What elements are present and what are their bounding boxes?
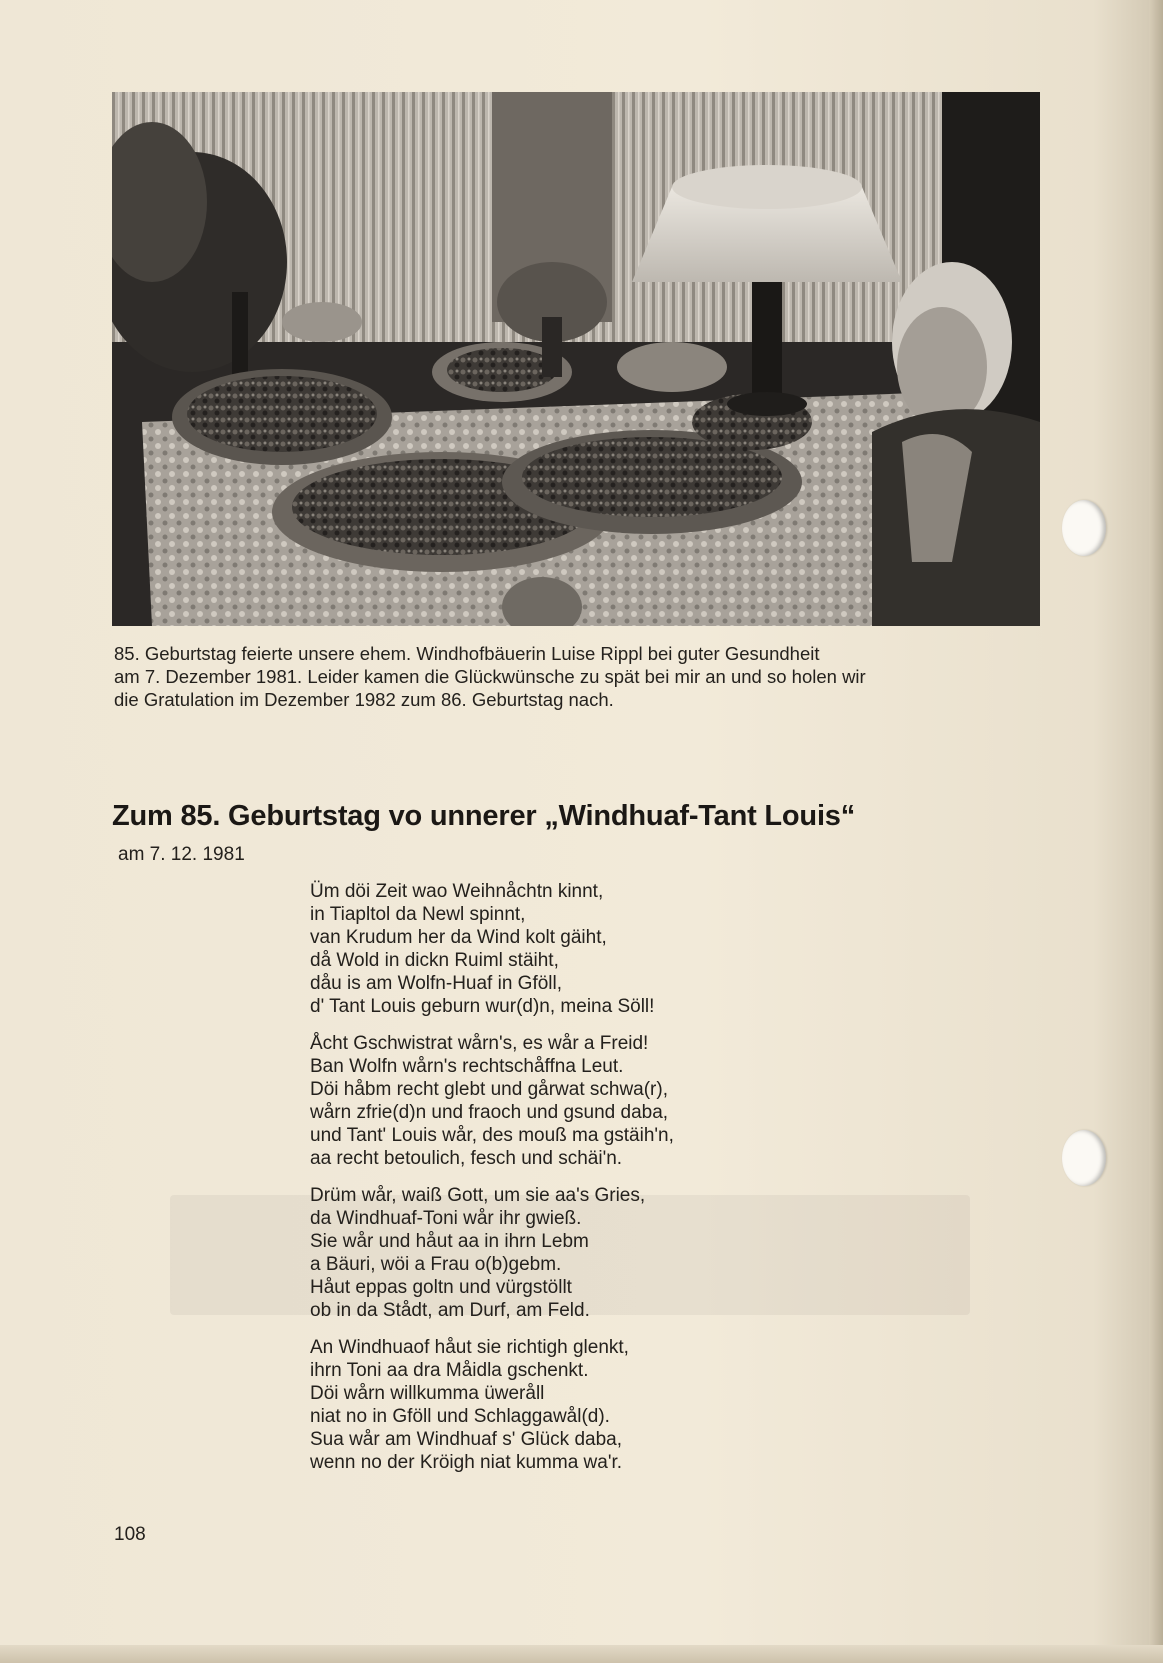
poem-stanza: [310, 880, 910, 1018]
poem-line: d' Tant Louis geburn wur(d)n, meina Söll!: [310, 996, 655, 1017]
poem-line: Döi wårn willkumma üweråll: [310, 1383, 545, 1404]
poem-line: Sie wår und håut aa in ihrn Lebm: [310, 1231, 589, 1252]
poem-line: aa recht betoulich, fesch und schäi'n.: [310, 1148, 623, 1169]
poem-date: am 7. 12. 1981: [118, 844, 245, 865]
poem-line: An Windhuaof håut sie richtigh glenkt,: [310, 1337, 629, 1358]
poem-line: Döi håbm recht glebt und gårwat schwa(r),: [310, 1079, 668, 1100]
poem-title: Zum 85. Geburtstag vo unnerer „Windhuaf-Tant Louis“: [112, 800, 856, 832]
poem-stanza: [310, 1184, 910, 1322]
poem: [310, 880, 910, 1488]
poem-line: då Wold in dickn Ruiml stäiht,: [310, 950, 559, 971]
caption-line: am 7. Dezember 1981. Leider kamen die Glückwünsche zu spät bei mir an und so holen wir: [114, 666, 866, 687]
poem-line: ihrn Toni aa dra Måidla gschenkt.: [310, 1360, 589, 1381]
page-number: 108: [114, 1524, 146, 1545]
poem-line: ob in da Stådt, am Durf, am Feld.: [310, 1300, 590, 1321]
poem-line: Håut eppas goltn und vürgstöllt: [310, 1277, 572, 1298]
page-bottom-edge: [0, 1645, 1163, 1663]
birthday-photo: [112, 92, 1040, 626]
poem-line: in Tiapltol da Newl spinnt,: [310, 904, 526, 925]
poem-line: van Krudum her da Wind kolt gäiht,: [310, 927, 607, 948]
poem-stanza: [310, 1032, 910, 1170]
birthday-photo-image: [112, 92, 1040, 626]
poem-line: Ban Wolfn wårn's rechtschåffna Leut.: [310, 1056, 624, 1077]
punch-hole-bottom: [1062, 1130, 1106, 1186]
poem-line: Üm döi Zeit wao Weihnåchtn kinnt,: [310, 881, 604, 902]
poem-line: a Bäuri, wöi a Frau o(b)gebm.: [310, 1254, 562, 1275]
poem-line: Drüm wår, waiß Gott, um sie aa's Gries,: [310, 1185, 646, 1206]
poem-line: dåu is am Wolfn-Huaf in Gföll,: [310, 973, 563, 994]
poem-line: Sua wår am Windhuaf s' Glück daba,: [310, 1429, 622, 1450]
poem-line: und Tant' Louis wår, des mouß ma gstäih'n,: [310, 1125, 674, 1146]
caption-line: 85. Geburtstag feierte unsere ehem. Windhofbäuerin Luise Rippl bei guter Gesundheit: [114, 643, 820, 664]
poem-line: da Windhuaf-Toni wår ihr gwieß.: [310, 1208, 582, 1229]
poem-line: wårn zfrie(d)n und fraoch und gsund daba,: [310, 1102, 669, 1123]
poem-line: niat no in Gföll und Schlaggawål(d).: [310, 1406, 610, 1427]
poem-line: Åcht Gschwistrat wårn's, es wår a Freid!: [310, 1033, 649, 1054]
poem-stanza: [310, 1336, 910, 1474]
page-spine: [1149, 0, 1163, 1663]
caption-line: die Gratulation im Dezember 1982 zum 86. Geburtstag nach.: [114, 689, 614, 710]
punch-hole-top: [1062, 500, 1106, 556]
poem-line: wenn no der Kröigh niat kumma wa'r.: [310, 1452, 623, 1473]
photo-caption: [114, 642, 1039, 711]
